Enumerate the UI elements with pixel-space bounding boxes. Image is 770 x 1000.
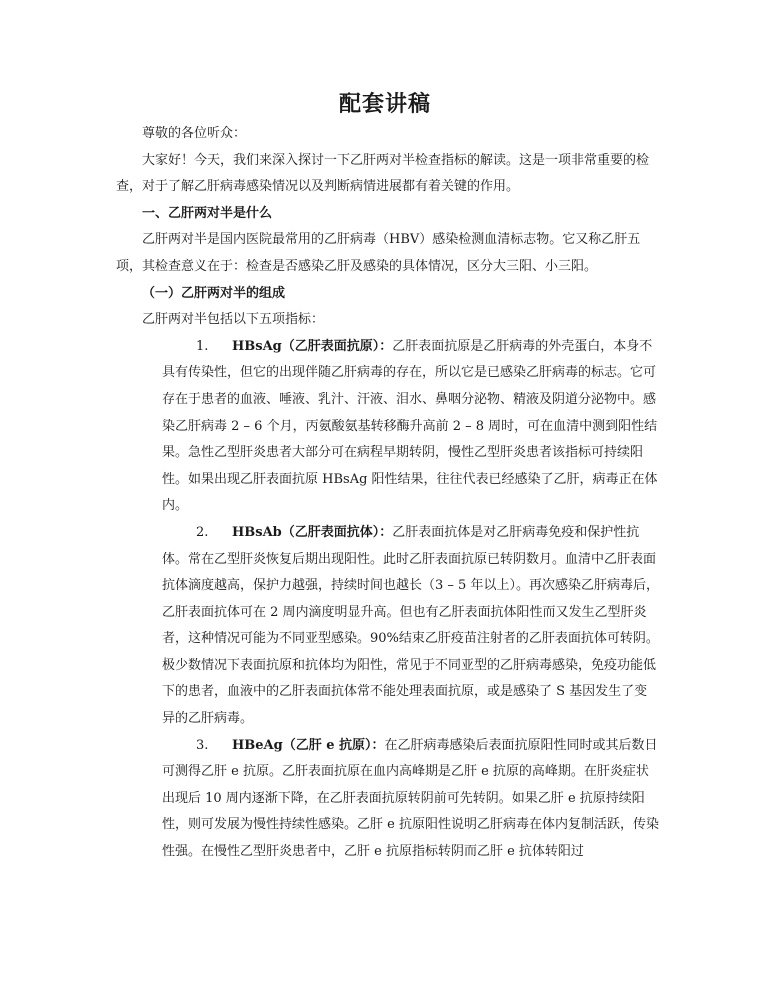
list-item: [116, 334, 659, 520]
list-item-term: HBsAg（乙肝表面抗原）：: [232, 338, 393, 354]
section-paragraph: 乙肝两对半是国内医院最常用的乙肝病毒（HBV）感染检测血清标志物。它又称乙肝五项，其检查意义在于：检查是否感染乙肝及感染的具体情况，区分大三阳、小三阳。: [116, 232, 641, 274]
list-item: [116, 733, 659, 866]
list-item-term: HBsAb（乙肝表面抗体）：: [232, 524, 393, 540]
list-item-text: 在乙肝病毒感染后表面抗原阳性同时或其后数日可测得乙肝 e 抗原。乙肝表面抗原在血内高峰期是乙肝 e 抗原的高峰期。在肝炎症状出现后 10 周内逐渐下降，在乙肝表面抗原转阴前可先转阴。如果乙肝 e 抗原持续阳性，则可发展为慢性持续性感染。乙肝 e 抗原阳性说明乙肝病毒在体内复制活跃，传染性强。在慢性乙型肝炎患者中，乙肝 e 抗原指标转阴而乙肝 e 抗体转阳过: [162, 737, 659, 860]
list-item-number: 2.: [196, 524, 209, 540]
list-item-number: 3.: [196, 737, 209, 753]
document-title: 配套讲稿: [338, 91, 431, 117]
list-item-text: 乙肝表面抗原是乙肝病毒的外壳蛋白，本身不具有传染性，但它的出现伴随乙肝病毒的存在，所以它是已感染乙肝病毒的标志。它可存在于患者的血液、唾液、乳汁、汗液、泪水、鼻咽分泌物、精液及阴道分泌物中。感染乙肝病毒 2 – 6 个月，丙氨酸氨基转移酶升高前 2 – 8 周时，可在血清中测到阳性结果。急性乙型肝炎患者大部分可在病程早期转阴，慢性乙型肝炎患者该指标可持续阳性。如果出现乙肝表面抗原 HBsAg 阳性结果，往往代表已经感染了乙肝，病毒正在体内。: [162, 338, 658, 514]
intro-paragraph: 大家好！今天，我们来深入探讨一下乙肝两对半检查指标的解读。这是一项非常重要的检查，对于了解乙肝病毒感染情况以及判断病情进展都有着关键的作用。: [116, 152, 650, 195]
section-heading: 一、乙肝两对半是什么: [142, 205, 273, 221]
document-body: [116, 121, 659, 866]
list-item-number: 1.: [196, 338, 209, 354]
list-item-text: 乙肝表面抗体是对乙肝病毒免疫和保护性抗体。常在乙型肝炎恢复后期出现阳性。此时乙肝表面抗原已转阴数月。血清中乙肝表面抗体滴度越高，保护力越强，持续时间也越长（3 – 5 年以上）。再次感染乙肝病毒后，乙肝表面抗体可在 2 周内滴度明显升高。但也有乙肝表面抗体阳性而又发生乙型肝炎者，这种情况可能为不同亚型感染。90%结束乙肝疫苗注射者的乙肝表面抗体可转阴。极少数情况下表面抗原和抗体均为阳性，常见于不同亚型的乙肝病毒感染，免疫功能低下的患者，血液中的乙肝表面抗体常不能处理表面抗原，或是感染了 S 基因发生了变异的乙肝病毒。: [162, 524, 659, 727]
list-item-term: HBeAg（乙肝 e 抗原）：: [232, 737, 385, 753]
list-item: [116, 520, 659, 733]
subsection-intro: 乙肝两对半包括以下五项指标：: [142, 312, 325, 328]
greeting: 尊敬的各位听众：: [142, 126, 247, 141]
subsection-heading: （一）乙肝两对半的组成: [142, 285, 286, 301]
